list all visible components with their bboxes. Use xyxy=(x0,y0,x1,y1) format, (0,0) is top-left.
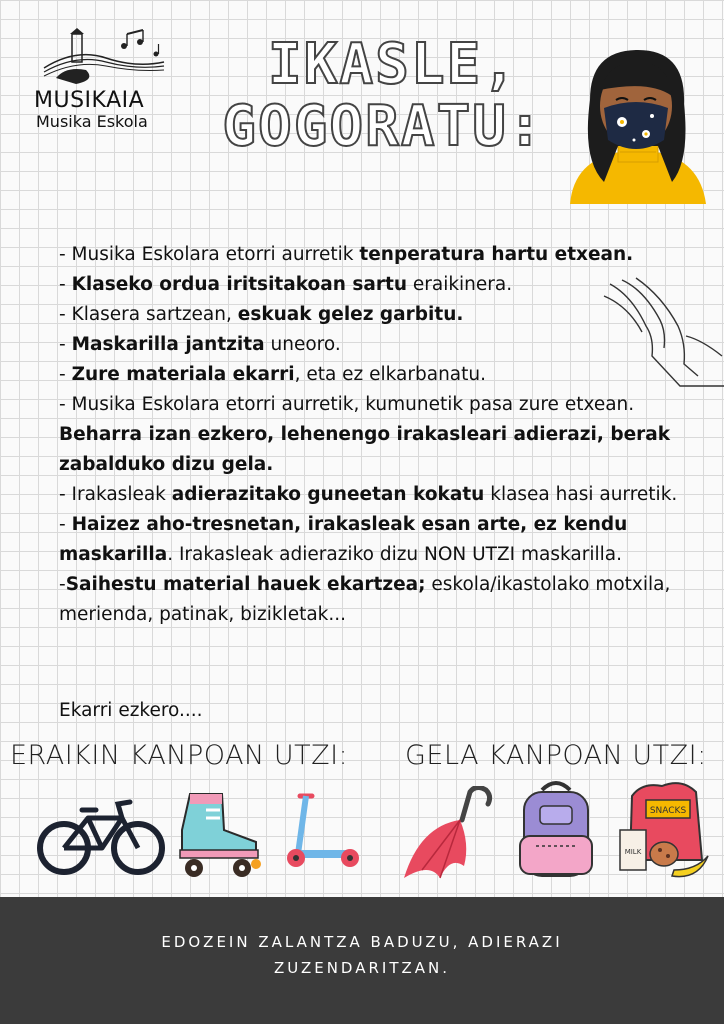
rule-item xyxy=(59,360,709,390)
page-title xyxy=(213,34,573,158)
rule-text: - Musika Eskolara etorri aurretik xyxy=(59,244,360,265)
rule-item xyxy=(59,480,709,510)
footer-line-2: ZUZENDARITZAN. xyxy=(273,959,451,977)
rule-emphasis: tenperatura hartu etxean. xyxy=(359,244,634,265)
masked-student-icon xyxy=(560,40,712,204)
rule-emphasis: Saihestu material hauek ekartzea; xyxy=(65,574,426,595)
lunch-bag-icon xyxy=(612,780,712,884)
rule-text: klasea hasi aurretik. xyxy=(484,484,678,505)
footer-banner xyxy=(0,897,724,1024)
school-logo xyxy=(30,28,170,138)
music-landscape-icon xyxy=(36,28,166,90)
rule-item xyxy=(59,570,709,630)
rule-text: - xyxy=(59,364,72,385)
rule-item xyxy=(59,270,709,300)
milk-label: MILK xyxy=(624,848,642,856)
backpack-icon xyxy=(516,780,596,880)
rule-emphasis: Maskarilla jantzita xyxy=(71,334,265,355)
rule-text: - Klasera sartzean, xyxy=(59,304,238,325)
rule-text: uneoro. xyxy=(264,334,341,355)
rule-item xyxy=(59,510,709,570)
zone-outside-classroom: GELA KANPOAN UTZI: xyxy=(405,740,707,771)
footer-line-1: EDOZEIN ZALANTZA BADUZU, ADIERAZI xyxy=(161,933,563,951)
logo-subtitle: Musika Eskola xyxy=(36,112,148,131)
scooter-icon xyxy=(282,792,362,870)
rule-text: - xyxy=(59,334,72,355)
roller-skate-icon xyxy=(176,790,262,880)
rule-text: - Musika Eskolara etorri aurretik, kumunetik pasa zure etxean. xyxy=(59,394,635,415)
footer-message xyxy=(0,929,724,981)
rule-text: - Irakasleak xyxy=(59,484,172,505)
rule-emphasis: adierazitako guneetan kokatu xyxy=(171,484,485,505)
ekarri-note: Ekarri ezkero.... xyxy=(59,700,203,721)
zone-outside-building: ERAIKIN KANPOAN UTZI: xyxy=(10,740,349,771)
rule-text: , eta ez elkarbanatu. xyxy=(294,364,487,385)
bicycle-icon xyxy=(36,798,166,878)
umbrella-icon xyxy=(400,786,496,886)
rule-text: - xyxy=(59,574,66,595)
logo-name: MUSIKAIA xyxy=(34,88,145,113)
rule-item xyxy=(59,330,709,360)
rule-text: . Irakasleak adieraziko dizu NON UTZI maskarilla. xyxy=(167,544,622,565)
rule-emphasis: Klaseko ordua iritsitakoan sartu xyxy=(71,274,407,295)
snacks-label: SNACKS xyxy=(649,806,687,816)
rule-text: - xyxy=(59,274,72,295)
rule-emphasis: Haizez aho-tresnetan, irakasleak esan arte, ez kendu maskarilla xyxy=(59,514,628,565)
rule-emphasis: Zure materiala ekarri xyxy=(71,364,295,385)
title-line-2: GOGORATU: xyxy=(222,94,544,159)
rule-text: eskola/ikastolako motxila, merienda, patinak, bizikletak... xyxy=(59,574,671,625)
rule-emphasis: eskuak gelez garbitu. xyxy=(237,304,464,325)
rule-item xyxy=(59,390,709,480)
rule-text: - xyxy=(59,514,72,535)
rule-item xyxy=(59,300,709,330)
rule-text: eraikinera. xyxy=(406,274,513,295)
title-line-1: IKASLE, xyxy=(267,32,518,97)
rules-list xyxy=(59,240,709,630)
rule-emphasis: Beharra izan ezkero, lehenengo irakasleari adierazi, berak zabalduko dizu gela. xyxy=(59,424,671,475)
rule-item xyxy=(59,240,709,270)
